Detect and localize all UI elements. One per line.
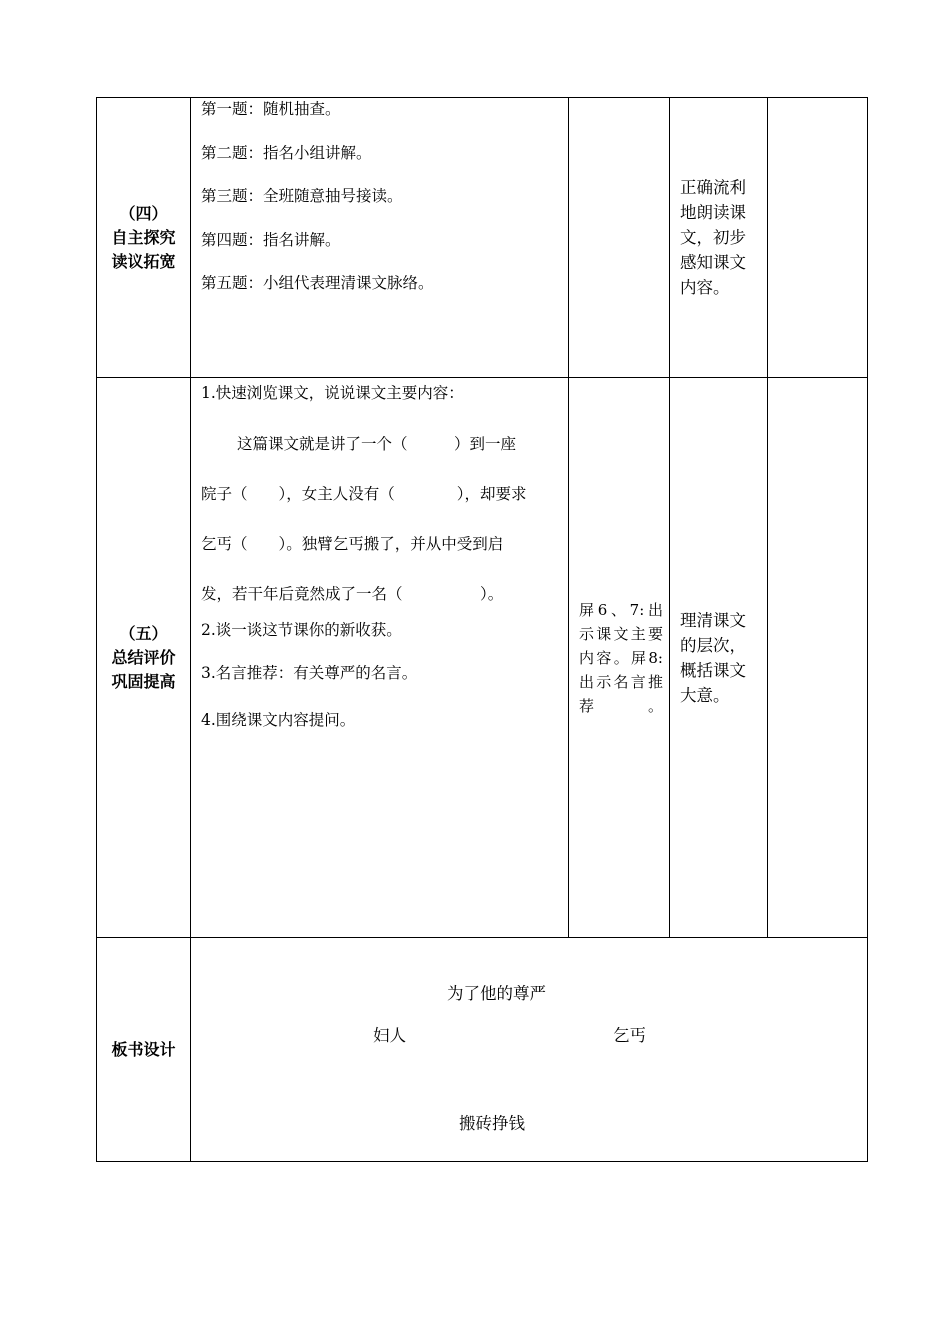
section-row-5	[97, 378, 868, 938]
section-row-4	[97, 98, 868, 378]
activity-item: 2.谈一谈这节课你的新收获。	[201, 621, 402, 639]
fill-blank-line: 这篇课文就是讲了一个（ ）到一座	[237, 435, 517, 453]
slide-cell	[569, 98, 670, 378]
board-design	[191, 938, 867, 1160]
activity-item: 4.围绕课文内容提问。	[201, 711, 356, 729]
board-design-cell	[191, 938, 868, 1162]
board-right-text: 乞丐	[613, 1026, 646, 1045]
board-row	[97, 938, 868, 1162]
activity-item: 第五题：小组代表理清课文脉络。	[201, 274, 434, 292]
board-bottom-text: 搬砖挣钱	[459, 1114, 525, 1133]
goal-cell: 理清课文的层次，概括课文大意。	[670, 378, 768, 938]
section-number: （四）	[119, 203, 168, 223]
section-title-line: 自主探究	[111, 227, 176, 247]
section-number: （五）	[119, 623, 168, 643]
fill-blank-line: 乞丐（ ）。独臂乞丐搬了，并从中受到启	[201, 535, 504, 553]
section-title-line: 总结评价	[111, 647, 176, 667]
lesson-plan-table	[96, 97, 868, 1162]
activity-item: 1.快速浏览课文，说说课文主要内容：	[201, 384, 464, 402]
fill-blank-line: 发，若干年后竟然成了一名（ ）。	[201, 585, 504, 603]
section-title-line: 读议拓宽	[111, 251, 176, 271]
board-label: 板书设计	[97, 938, 191, 1162]
section-title-line: 巩固提高	[111, 671, 176, 691]
goal-cell: 正确流利地朗读课文，初步感知课文内容。	[670, 98, 768, 378]
activity-item: 第三题：全班随意抽号接读。	[201, 187, 403, 205]
slide-cell: 屏6、7:出示课文主要内容。屏8:出示名言推荐。	[569, 378, 670, 938]
activity-cell	[191, 378, 569, 938]
activity-cell	[191, 98, 569, 378]
fill-blank-line: 院子（ ），女主人没有（ ），却要求	[201, 485, 527, 503]
board-title: 为了他的尊严	[447, 984, 546, 1003]
section-label	[97, 378, 191, 938]
activity-item: 第四题：指名讲解。	[201, 230, 341, 249]
activity-item: 第一题：随机抽查。	[201, 100, 341, 118]
board-left-text: 妇人	[373, 1026, 406, 1045]
activity-item: 3.名言推荐：有关尊严的名言。	[201, 664, 418, 682]
activity-item: 第二题：指名小组讲解。	[201, 143, 372, 162]
empty-cell	[768, 378, 868, 938]
empty-cell	[768, 98, 868, 378]
section-label	[97, 98, 191, 378]
